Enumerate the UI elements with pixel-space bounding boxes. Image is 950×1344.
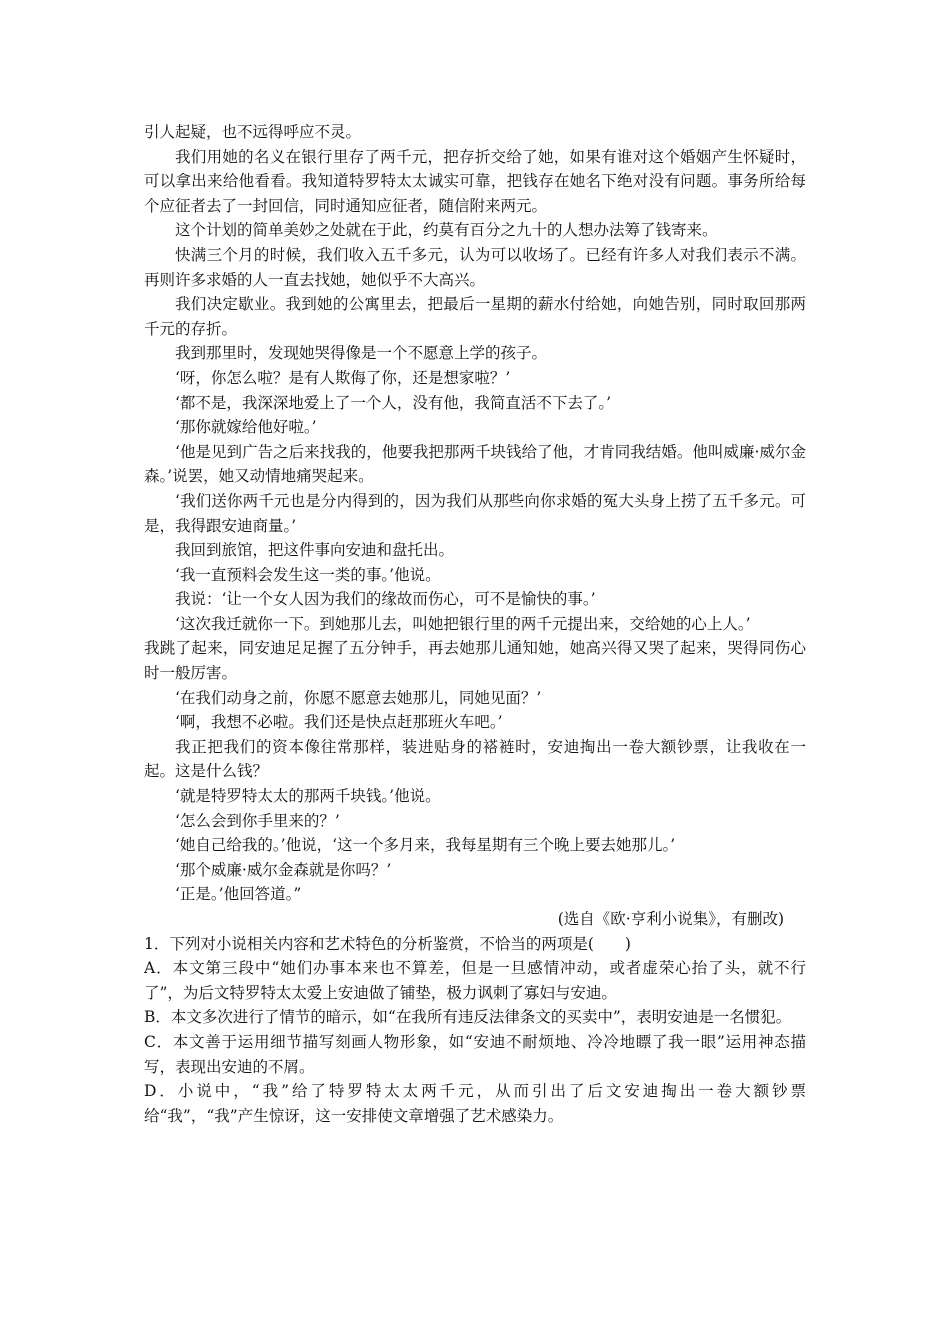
story-paragraph: 这个计划的简单美妙之处就在于此，约莫有百分之九十的人想办法筹了钱寄来。 xyxy=(175,221,718,240)
option-a[interactable]: A．本文第三段中“她们办事本来也不算差，但是一旦感情冲动，或者虚荣心抬了头，就不行了”，为后文特罗特太太爱上安迪做了铺垫，极力讽刺了寡妇与安迪。 xyxy=(144,959,806,1002)
story-paragraph: ‘我一直预料会发生这一类的事。’他说。 xyxy=(175,565,441,584)
story-paragraph: ‘怎么会到你手里来的？’ xyxy=(175,811,340,830)
story-paragraph: ‘这次我迁就你一下。到她那儿去，叫她把银行里的两千元提出来，交给她的心上人。’ xyxy=(175,614,751,633)
story-paragraph: 快满三个月的时候，我们收入五千多元，认为可以收场了。已经有许多人对我们表示不满。再则许多求婚的人一直去找她，她似乎不大高兴。 xyxy=(144,245,806,289)
story-paragraph: 我跳了起来，同安迪足足握了五分钟手，再去她那儿通知她，她高兴得又哭了起来，哭得同伤心时一般厉害。 xyxy=(144,639,806,683)
story-paragraph: ‘那个威廉·威尔金森就是你吗？’ xyxy=(175,860,392,879)
story-paragraph: ‘我们送你两千元也是分内得到的，因为我们从那些向你求婚的冤大头身上捞了五千多元。可是，我得跟安迪商量。’ xyxy=(144,491,806,535)
story-paragraph: ‘正是。’他回答道。” xyxy=(175,885,302,904)
story-paragraph: ‘啊，我想不必啦。我们还是快点赶那班火车吧。’ xyxy=(175,713,503,732)
story-paragraph: ‘她自己给我的。’他说，‘这一个多月来，我每星期有三个晚上要去她那儿。’ xyxy=(175,836,676,855)
source-citation: (选自《欧·亨利小说集》，有删改) xyxy=(557,910,784,928)
story-paragraph: 我们用她的名义在银行里存了两千元，把存折交给了她，如果有谁对这个婚姻产生怀疑时，可以拿出来给他看看。我知道特罗特太太诚实可靠，把钱存在她名下绝对没有问题。事务所给每个应征者去了一封回信，同时通知应征者，随信附来两元。 xyxy=(144,147,806,215)
question-stem: 1．下列对小说相关内容和艺术特色的分析鉴赏，不恰当的两项是( ) xyxy=(144,934,631,953)
question-block xyxy=(144,932,806,1129)
story-paragraph: ‘那你就嫁给他好啦。’ xyxy=(175,418,317,437)
option-c[interactable]: C．本文善于运用细节描写刻画人物形象，如“安迪不耐烦地、冷冷地瞟了我一眼”运用神态描写，表现出安迪的不屑。 xyxy=(144,1032,806,1076)
story-paragraph: 我说：‘让一个女人因为我们的缘故而伤心，可不是愉快的事。’ xyxy=(175,590,596,609)
story-paragraph: ‘都不是，我深深地爱上了一个人，没有他，我简直活不下去了。’ xyxy=(175,393,612,412)
option-b[interactable]: B．本文多次进行了情节的暗示，如“在我所有违反法律条文的买卖中”，表明安迪是一名惯犯。 xyxy=(144,1008,792,1027)
story-paragraph: 引人起疑，也不远得呼应不灵。 xyxy=(144,123,362,141)
document-content xyxy=(144,120,806,1128)
option-d[interactable]: D．小说中，“我”给了特罗特太太两千元，从而引出了后文安迪掏出一卷大额钞票给“我”，“我”产生惊讶，这一安排使文章增强了艺术感染力。 xyxy=(144,1082,806,1125)
story-paragraph: 我正把我们的资本像往常那样，装进贴身的褡裢时，安迪掏出一卷大额钞票，让我收在一起。这是什么钱？ xyxy=(144,737,806,781)
story-paragraph: ‘就是特罗特太太的那两千块钱。’他说。 xyxy=(175,787,441,806)
story-paragraph: 我们决定歇业。我到她的公寓里去，把最后一星期的薪水付给她，向她告别，同时取回那两千元的存折。 xyxy=(144,295,806,338)
story-paragraph: ‘在我们动身之前，你愿不愿意去她那儿，同她见面？’ xyxy=(175,688,542,707)
story-paragraph: 我回到旅馆，把这件事向安迪和盘托出。 xyxy=(175,541,455,560)
story-paragraph: 我到那里时，发现她哭得像是一个不愿意上学的孩子。 xyxy=(175,344,548,363)
story-text xyxy=(144,120,806,907)
story-paragraph: ‘呀，你怎么啦？是有人欺侮了你，还是想家啦？’ xyxy=(175,368,511,387)
story-paragraph: ‘他是见到广告之后来找我的，他要我把那两千块钱给了他，才肯同我结婚。他叫威廉·威尔金森。’说罢，她又动情地痛哭起来。 xyxy=(144,442,806,486)
